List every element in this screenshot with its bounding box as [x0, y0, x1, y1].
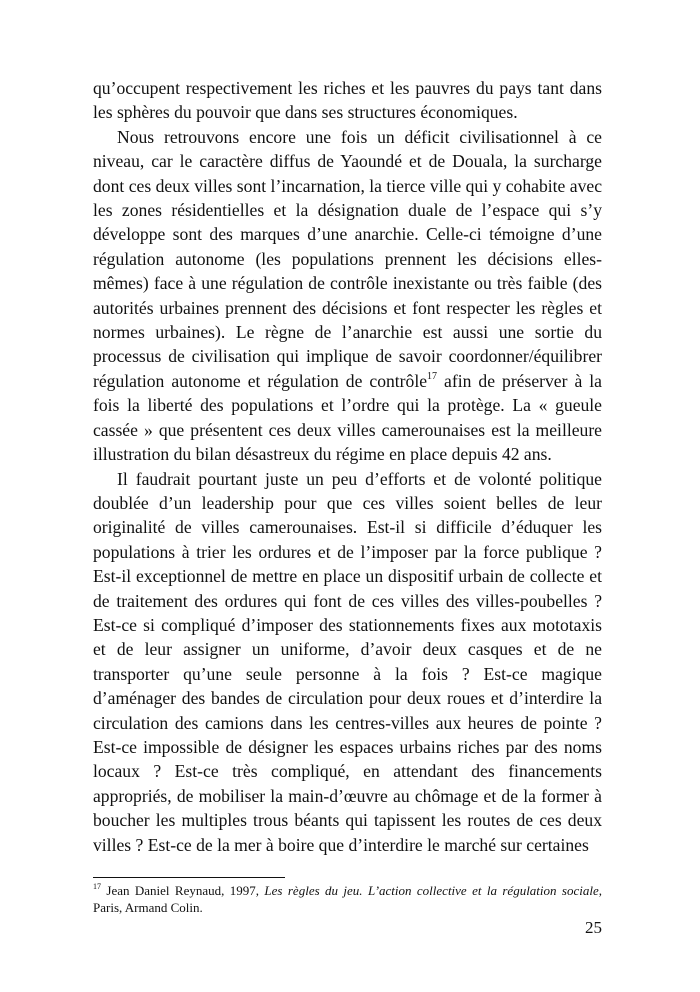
- paragraph-2: Nous retrouvons encore une fois un déficit civilisationnel à ce niveau, car le caractère diffus de Yaoundé et de Douala, la surcharge dont ces deux villes sont l’incarnation, la tierce ville qui y cohabite avec les zones résidentielles et la désignation duale de l’espace qui s’y développe sont des marques d’une anarchie. Celle-ci témoigne d’une régulation autonome (les populations prennent les décisions elles-mêmes) face à une régulation de contrôle inexistante ou très faible (des autorités urbaines prennent des décisions et font respecter les règles et normes urbaines). Le règne de l’anarchie est aussi une sortie du processus de civilisation qui implique de savoir coordonner/équilibrer régulation autonome et régulation de contrôle$^{17}$ afin de préserver à la fois la liberté des populations et l’ordre qui la protège. La « gueule cassée » que présentent ces deux villes camerounaises est la meilleure illustration du bilan désastreux du régime en place depuis 42 ans.: [93, 126, 602, 465]
- paragraph-1: qu’occupent respectivement les riches et les pauvres du pays tant dans les sphères du pouvoir que dans ses structures économiques.: [93, 78, 602, 123]
- footnote-publisher: , Paris, Armand Colin.: [93, 883, 602, 915]
- page-number: 25: [585, 918, 602, 937]
- footnote-author: Jean Daniel Reynaud, 1997,: [101, 883, 265, 898]
- footnote-title: Les règles du jeu. L’action collective et la régulation sociale: [264, 883, 599, 898]
- paragraph-3: Il faudrait pourtant juste un peu d’efforts et de volonté politique doublée d’un leadership pour que ces villes soient belles de leur originalité de villes camerounaises. Est-il si difficile d’éduquer les populations à trier les ordures et de l’imposer par la force publique ? Est-il exceptionnel de mettre en place un dispositif urbain de collecte et de traitement des ordures qui font de ces villes des villes-poubelles ? Est-ce si compliqué d’imposer des stationnements fixes aux mototaxis et de leur assigner un uniforme, d’avoir deux casques et de ne transporter qu’une seule personne à la fois ? Est-ce magique d’aménager des bandes de circulation pour deux roues et d’interdire la circulation des camions dans les centres-villes aux heures de pointe ? Est-ce impossible de désigner les espaces urbains riches par des noms locaux ? Est-ce très compliqué, en attendant des financements appropriés, de mobiliser la main-d’œuvre au chômage et de la former à boucher les multiples trous béants qui tapissent les routes de ces deux villes ? Est-ce de la mer à boire que d’interdire le marché sur certaines: [93, 468, 602, 855]
- footnote-divider: [93, 877, 285, 878]
- body-text: [93, 76, 602, 857]
- footnote-number: 17: [93, 881, 101, 891]
- footnote: [93, 882, 602, 916]
- footnote-reference: 17: [427, 371, 438, 383]
